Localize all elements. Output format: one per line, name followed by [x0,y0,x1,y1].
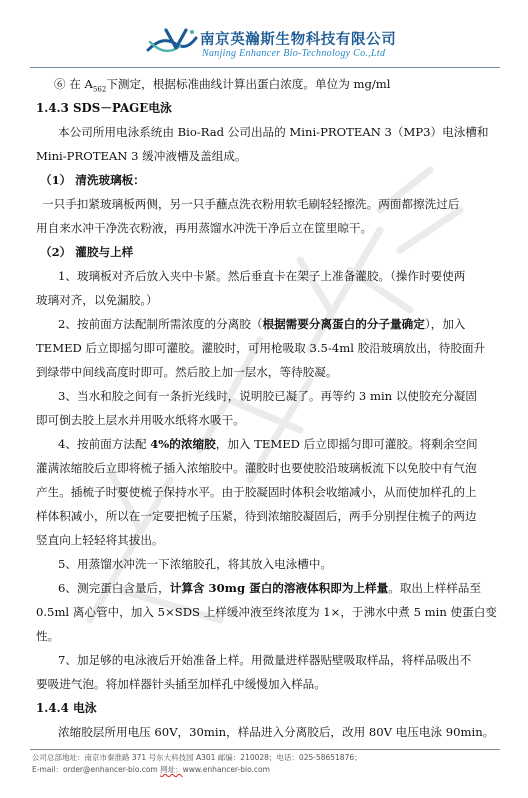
step-6-text: ⑥ 在 $A_{562}$下测定，根据标准曲线计算出蛋白浓度。单位为 mg/ml [54,77,391,94]
section-heading-1-4-3: 1.4.3 SDS－PAGE电泳 [36,101,172,115]
footer-website[interactable]: www.enhancer-bio.com [182,765,270,774]
subheading-gel-loading: （2） 灌胶与上样 [40,245,134,259]
footer-email[interactable]: E-mail：order@enhancer-bio.com [32,765,161,774]
footer-divider [30,749,500,750]
paragraph-line: 样体积减小，所以在一定要把梳子压紧，待到浓缩胶凝固后，两手分别捏住梳子的两边 [36,509,477,523]
footer-address: 公司总部地址：南京市秦淮路 371 号东大科技园 A301 邮编：210028；电话：025-58651876； [32,753,362,762]
company-name-cn: 南京英瀚斯生物科技有限公司 [200,32,397,48]
footer-contact: E-mail：order@enhancer-bio.com 网址：www.enhancer-bio.com [32,765,270,774]
paragraph-line: 本公司所用电泳系统由 Bio-Rad 公司出品的 Mini-PROTEAN 3（MP3）电泳槽和 [58,125,489,139]
paragraph-line: 0.5ml 离心管中，加入 5×SDS 上样缓冲液至终浓度为 1×，于沸水中煮 5 min 使蛋白变 [36,605,497,619]
paragraph-line: 即可倒去胶上层水并用吸水纸将水吸干。 [36,413,245,427]
paragraph-line: 1、玻璃板对齐后放入夹中卡紧。然后垂直卡在架子上准备灌胶。（操作时要使两 [58,269,466,283]
paragraph-line: Mini-PROTEAN 3 缓冲液槽及盖组成。 [36,149,247,163]
paragraph-line: 3、当水和胶之间有一条折光线时，说明胶已凝了。再等约 3 min 以使胶充分凝固 [58,389,477,403]
paragraph-line: 4、按前面方法配 4%的浓缩胶，加入 TEMED 后立即摇匀即可灌胶。将剩余空间 [58,437,478,451]
paragraph-line: 灌满浓缩胶后立即将梳子插入浓缩胶中。灌胶时也要使胶沿玻璃板流下以免胶中有气泡 [36,461,477,475]
paragraph-line: TEMED 后立即摇匀即可灌胶。灌胶时，可用枪吸取 3.5-4ml 胶沿玻璃放出，待胶面升 [36,341,486,355]
paragraph-line: 玻璃对齐，以免漏胶。） [36,293,158,307]
paragraph-line: 一只手扣紧玻璃板两侧，另一只手蘸点洗衣粉用软毛刷轻轻擦洗。两面都擦洗过后 [42,197,460,211]
paragraph-line: 5、用蒸馏水冲洗一下浓缩胶孔，将其放入电泳槽中。 [58,557,333,571]
paragraph-line: 要吸进气泡。将加样器针头插至加样孔中缓慢加入样品。 [36,677,326,691]
header-divider [30,67,500,68]
company-logo-icon [146,20,198,60]
paragraph-line: 到绿带中间线高度时即可。然后胶上加一层水，等待胶凝。 [36,365,338,379]
page-header [0,0,528,68]
paragraph-line: 6、测完蛋白含量后，计算含 30mg 蛋白的溶液体积即为上样量。取出上样样品至 [58,581,481,595]
paragraph-line: 7、加足够的电泳液后开始准备上样。用微量进样器贴壁吸取样品，将样品吸出不 [58,653,472,667]
paragraph-line: 浓缩胶层所用电压 60V，30min，样品进入分离胶后，改用 80V 电压电泳 90min。 [58,725,495,739]
section-heading-1-4-4: 1.4.4 电泳 [36,701,97,715]
subheading-clean-glass: （1） 清洗玻璃板： [40,173,145,187]
paragraph-line: 2、按前面方法配制所需浓度的分离胶（根据需要分离蛋白的分子量确定），加入 [58,317,466,331]
paragraph-line: 性。 [36,629,60,643]
company-name-en: Nanjing Enhancer Bio-Technology Co.,Ltd [202,48,386,59]
paragraph-line: 产生。插梳子时要使梳子保持水平。由于胶凝固时体积会收缩减小，从而使加样孔的上 [36,485,477,499]
paragraph-line: 竖直向上轻轻将其拔出。 [36,533,164,547]
paragraph-line: 用自来水冲干净洗衣粉液，再用蒸馏水冲洗干净后立在筐里晾干。 [36,221,373,235]
